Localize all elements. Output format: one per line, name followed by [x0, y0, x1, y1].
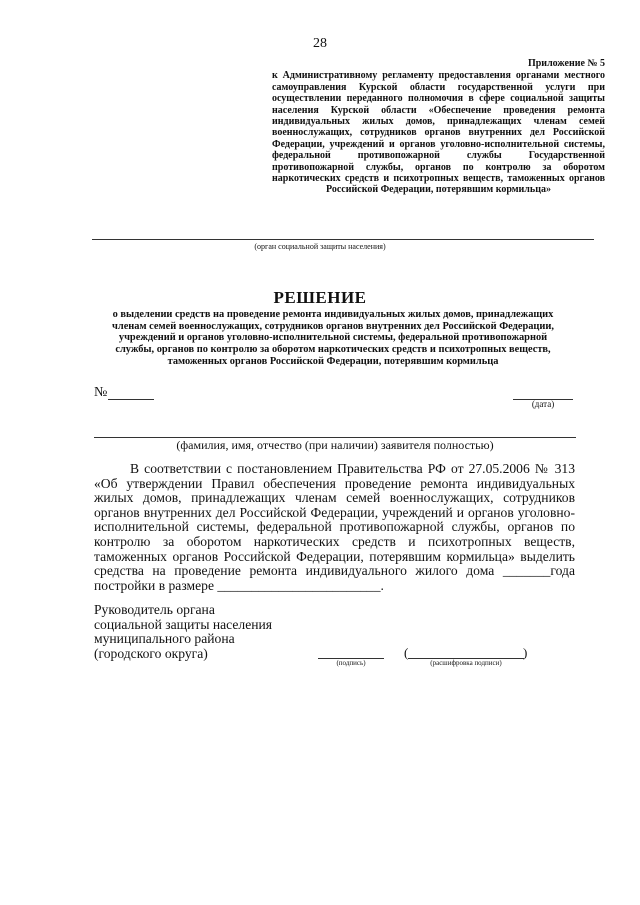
- number-field-line: [108, 399, 154, 400]
- number-label: №: [94, 385, 108, 400]
- signer-line: Руководитель органа: [94, 602, 215, 617]
- applicant-caption: (фамилия, имя, отчество (при наличии) заявителя полностью): [176, 438, 494, 452]
- page-number: 28: [313, 36, 327, 51]
- decode-caption: (расшифровка подписи): [430, 659, 502, 667]
- organ-caption: (орган социальной защиты населения): [254, 242, 386, 251]
- appendix-block: [272, 58, 605, 196]
- body-paragraph: [94, 462, 575, 593]
- appendix-title: Приложение № 5: [527, 58, 605, 69]
- signer-line: социальной защиты населения: [94, 616, 273, 632]
- decode-close-bracket: ): [523, 645, 528, 660]
- signer-block: [94, 603, 314, 661]
- date-caption: (дата): [531, 399, 555, 409]
- signer-line: муниципального района: [94, 631, 235, 647]
- organ-name-line: [92, 239, 594, 240]
- document-subtitle: о выделении средств на проведение ремонта индивидуальных жилых домов, принадлежащих членам семей военнослужащих, сотрудников органов внутренних дел Российской Федерации, учреждений и органов уголовно-исполнительной системы, федеральной противопожарной службы, органов по контролю за оборотом наркотических средств и психотропных веществ, таможенных органов Российской Федерации, потерявшим кормильца: [112, 309, 554, 367]
- signature-caption: (подпись): [336, 659, 366, 667]
- signer-line: (городского округа): [94, 645, 208, 661]
- body-text: В соответствии с постановлением Правительства РФ от 27.05.2006 № 313 «Об утверждении Правил обеспечения проведение ремонта индивидуальных жилых домов, принадлежащих членам семей военнослужащих, сотрудников органов внутренних дел Российской Федерации, учреждений и органов уголовно-исполнительной системы, федеральной противопожарной службы, органов по контролю за оборотом наркотических средств и психотропных веществ, таможенных органов Российской Федерации, потерявшим кормильца» выделить средства на проведение ремонта индивидуального жилого дома _______года постройки в размере ________________________.: [94, 461, 575, 593]
- document-title: РЕШЕНИЕ: [273, 288, 367, 307]
- appendix-text: к Административному регламенту предоставления органами местного самоуправления Курской области государственной услуги при осуществлении переданного полномочия в сфере социальной защиты населения Курской области «Обеспечение проведения ремонта индивидуальных жилых домов, принадлежащих членам семей военнослужащих, сотрудников органов внутренних дел Российской Федерации, учреждений и органов уголовно-исполнительной системы, федеральной противопожарной службы Государственной противопожарной службы, органов по контролю за оборотом наркотических средств и психотропных веществ, таможенных органов Российской Федерации, потерявшим кормильца»: [272, 70, 605, 196]
- decode-open-bracket: (: [404, 645, 409, 660]
